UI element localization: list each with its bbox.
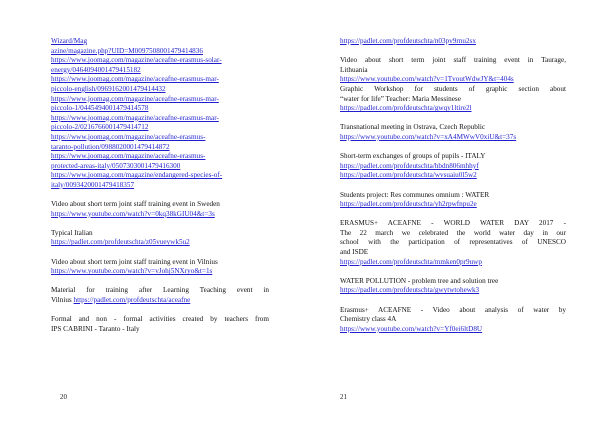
page-number-left: 20 [60,393,67,401]
link-protected-areas[interactable]: https://www.joomag.com/magazine/aceafne-erasmus- [51,152,206,161]
world-water-day-title: ERASMUS+ ACEAFNE - WORLD WATER DAY 2017 - [340,219,566,228]
left-column [51,37,269,334]
graphic-workshop-link[interactable]: https://padlet.com/profdeutschta/gwqy1ltire2l [340,104,472,113]
link-magazine-wizard-cont[interactable]: azine/magazine.php?UID=M0097508001479414836 [51,46,203,55]
page-number-right: 21 [340,393,347,401]
link-endangered-species-cont[interactable]: italy/0093420001479418357 [51,180,135,189]
taurage-video-link[interactable]: https://www.youtube.com/watch?v=1TvoutWdwJY&t=404s [340,75,514,84]
link-solar-energy-cont[interactable]: energy/0464094001479415182 [51,65,141,74]
link-protected-areas-cont[interactable]: protected-areas-italy/0507303001479416300 [51,161,181,170]
link-mar-piccolo-english-cont[interactable]: piccolo-english/0969162001479414432 [51,84,166,93]
typical-italian-link[interactable]: https://padlet.com/profdeutschta/z05vueywk5u2 [51,238,190,247]
sweden-video-label: Video about short term joint staff training event in Sweden [51,200,220,209]
formal-activities-label-cont: IPS CABRINI - Taranto - Italy [51,324,140,333]
material-label-cont: Vilnius [51,296,74,305]
typical-italian-label: Typical Italian [51,228,93,237]
students-project-link[interactable]: https://padlet.com/profdeutschta/yh2rpwfnpu2e [340,200,477,209]
water-analysis-label-cont: Chemistry class 4A [340,315,397,324]
link-mar-piccolo-1[interactable]: https://www.joomag.com/magazine/aceafne-erasmus-mar- [51,94,219,103]
water-analysis-link[interactable]: https://www.youtube.com/watch?v=Yf0ei6ltD8U [340,324,483,333]
ostrava-meeting-link[interactable]: https://www.youtube.com/watch?v=xA4MWwV0xiU&t=37s [340,132,517,141]
exchange-label: Short-term exchanges of groups of pupils - ITALY [340,152,486,161]
material-link[interactable]: https://padlet.com/profdeutschta/aceafne [73,296,191,305]
formal-activities-label: Formal and non - formal activities created by teachers from [51,315,269,324]
exchange-link-2[interactable]: https://padlet.com/profdeutschta/wvsuaiu0l5w2 [340,171,477,180]
graphic-workshop-label-cont: “water for life” Teacher: Maria Messinese [340,94,461,103]
link-mar-piccolo-english[interactable]: https://www.joomag.com/magazine/aceafne-erasmus-mar- [51,75,219,84]
water-pollution-label: WATER POLLUTION - problem tree and solution tree [340,276,499,285]
link-taranto-pollution-cont[interactable]: taranto-pollution/0988020001479414872 [51,142,170,151]
right-column [340,37,566,334]
vilnius-video-link[interactable]: https://www.youtube.com/watch?v=vJohj5NXryo&t=1s [51,267,213,276]
link-mar-piccolo-1-cont[interactable]: piccolo-1/0445494001479414578 [51,104,149,113]
students-project-label: Students project: Res communes omnium : WATER [340,190,490,199]
material-label: Material for training after Learning Teaching event in [51,286,269,295]
water-pollution-link[interactable]: https://padlet.com/profdeutschta/gwytwtohewk3 [340,286,480,295]
graphic-workshop-label: Graphic Workshop for students of graphic section about [340,84,566,93]
water-analysis-label: Erasmus+ ACEAFNE - Video about analysis of water by [340,305,566,314]
link-mar-piccolo-2-cont[interactable]: piccolo-2/0216766001479414712 [51,123,149,132]
padlet-top-link[interactable]: https://padlet.com/profdeutschta/n03pv9rnu2sx [340,37,476,45]
world-water-day-text-1: The 22 march we celebrated the world water day in our [340,228,566,237]
exchange-link-1[interactable]: https://padlet.com/profdeutschta/hbdn806mhhyf [340,161,479,170]
link-mar-piccolo-2[interactable]: https://www.joomag.com/magazine/aceafne-erasmus-mar- [51,113,219,122]
vilnius-video-label: Video about short term joint staff training event in Vilnius [51,257,218,266]
link-solar-energy[interactable]: https://www.joomag.com/magazine/aceafne-erasmus-solar- [51,56,222,65]
taurage-video-label: Video about short term joint staff training event in Taurage, [340,56,566,65]
link-magazine-wizard[interactable]: Wizard/Mag [51,37,88,45]
world-water-day-text-2: school with the participation of representatives of UNESCO [340,238,566,247]
link-taranto-pollution[interactable]: https://www.joomag.com/magazine/aceafne-erasmus- [51,132,206,141]
world-water-day-link[interactable]: https://padlet.com/profdeutschta/mmken0pr9uwp [340,257,482,266]
right-page [300,0,600,424]
ostrava-meeting-label: Transnational meeting in Ostrava, Czech Republic [340,123,486,132]
taurage-video-label-cont: Lithuania [340,65,368,74]
link-endangered-species[interactable]: https://www.joomag.com/magazine/endangered-species-of- [51,171,223,180]
material-line [51,296,269,306]
sweden-video-link[interactable]: https://www.youtube.com/watch?v=0kq38kGIU04&t=3s [51,209,215,218]
world-water-day-text-3: and ISDE [340,248,369,257]
